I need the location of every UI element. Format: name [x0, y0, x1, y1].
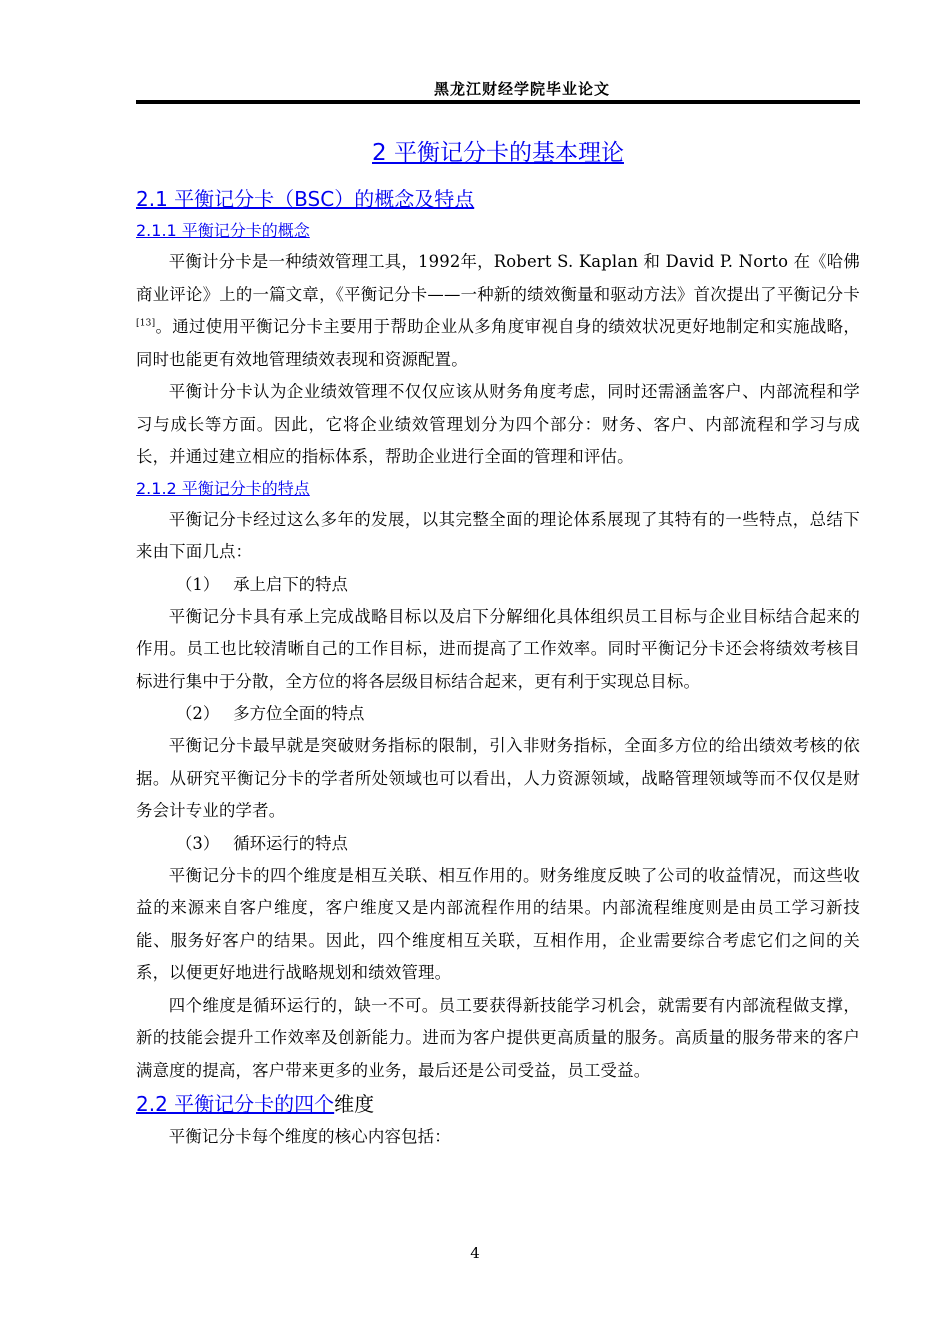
- page-content: [136, 130, 860, 1154]
- list-item-heading: [136, 828, 860, 860]
- paragraph: [136, 246, 860, 376]
- paragraph: 平衡记分卡最早就是突破财务指标的限制，引入非财务指标，全面多方位的给出绩效考核的依据。从研究平衡记分卡的学者所处领域也可以看出，人力资源领域，战略管理领域等而不仅仅是财务会计专业的学者。: [136, 736, 860, 820]
- list-item-number: （2）: [176, 704, 220, 723]
- section-2-2-link[interactable]: 2.2 平衡记分卡的四个: [136, 1092, 335, 1116]
- subsection-heading-2-1-2: [136, 474, 860, 504]
- section-heading-2-1: [136, 182, 860, 216]
- paragraph-text: 。通过使用平衡记分卡主要用于帮助企业从多角度审视自身的绩效状况更好地制定和实施战略，同时也能更有效地管理绩效表现和资源配置。: [136, 317, 860, 369]
- subsection-heading-2-1-1: [136, 216, 860, 246]
- list-item-number: （3）: [176, 833, 220, 853]
- list-item-heading: [136, 569, 860, 601]
- page-number: 4: [470, 1244, 480, 1262]
- paragraph: 平衡记分卡经过这么多年的发展，以其完整全面的理论体系展现了其特有的一些特点，总结下来由下面几点：: [136, 509, 860, 561]
- paragraph: 平衡记分卡每个维度的核心内容包括：: [168, 1127, 451, 1146]
- citation-ref[interactable]: [13]: [136, 318, 156, 329]
- subsection-2-1-2-link[interactable]: 2.1.2 平衡记分卡的特点: [136, 478, 310, 498]
- header-rule: [136, 100, 860, 104]
- list-item-label: 承上启下的特点: [233, 574, 348, 594]
- list-item-number: （1）: [176, 574, 220, 594]
- running-header: 黑龙江财经学院毕业论文: [433, 80, 610, 98]
- list-item-heading: [136, 698, 860, 730]
- paragraph-text: 平衡计分卡是一种绩效管理工具，1992年，Robert S. Kaplan 和 David P. Norto 在《哈佛商业评论》上的一篇文章，《平衡记分卡——一种新的绩效衡量和驱动方法》首次提出了平衡记分卡: [136, 252, 860, 304]
- section-2-1-link[interactable]: 2.1 平衡记分卡（BSC）的概念及特点: [136, 187, 475, 211]
- chapter-heading-link[interactable]: 2 平衡记分卡的基本理论: [372, 140, 624, 166]
- paragraph: 平衡计分卡认为企业绩效管理不仅仅应该从财务角度考虑，同时还需涵盖客户、内部流程和学习与成长等方面。因此，它将企业绩效管理划分为四个部分：财务、客户、内部流程和学习与成长，并通过建立相应的指标体系，帮助企业进行全面的管理和评估。: [136, 382, 860, 466]
- subsection-2-1-1-link[interactable]: 2.1.1 平衡记分卡的概念: [136, 221, 310, 240]
- paragraph: 平衡记分卡的四个维度是相互关联、相互作用的。财务维度反映了公司的收益情况，而这些收益的来源来自客户维度，客户维度又是内部流程作用的结果。内部流程维度则是由员工学习新技能、服务好客户的结果。因此，四个维度相互关联，互相作用，企业需要综合考虑它们之间的关系，以便更好地进行战略规划和绩效管理。: [136, 865, 860, 982]
- paragraph: 平衡记分卡具有承上完成战略目标以及启下分解细化具体组织员工目标与企业目标结合起来的作用。员工也比较清晰自己的工作目标，进而提高了工作效率。同时平衡记分卡还会将绩效考核目标进行集中于分散，全方位的将各层级目标结合起来，更有利于实现总目标。: [136, 606, 860, 691]
- section-2-2-title-rest: 维度: [334, 1092, 375, 1116]
- section-heading-2-2: [136, 1087, 860, 1121]
- paragraph: 四个维度是循环运行的，缺一不可。员工要获得新技能学习机会，就需要有内部流程做支撑，新的技能会提升工作效率及创新能力。进而为客户提供更高质量的服务。高质量的服务带来的客户满意度的提高，客户带来更多的业务，最后还是公司受益，员工受益。: [136, 995, 860, 1080]
- list-item-label: 多方位全面的特点: [233, 704, 365, 723]
- list-item-label: 循环运行的特点: [233, 833, 348, 853]
- chapter-heading: [136, 134, 860, 172]
